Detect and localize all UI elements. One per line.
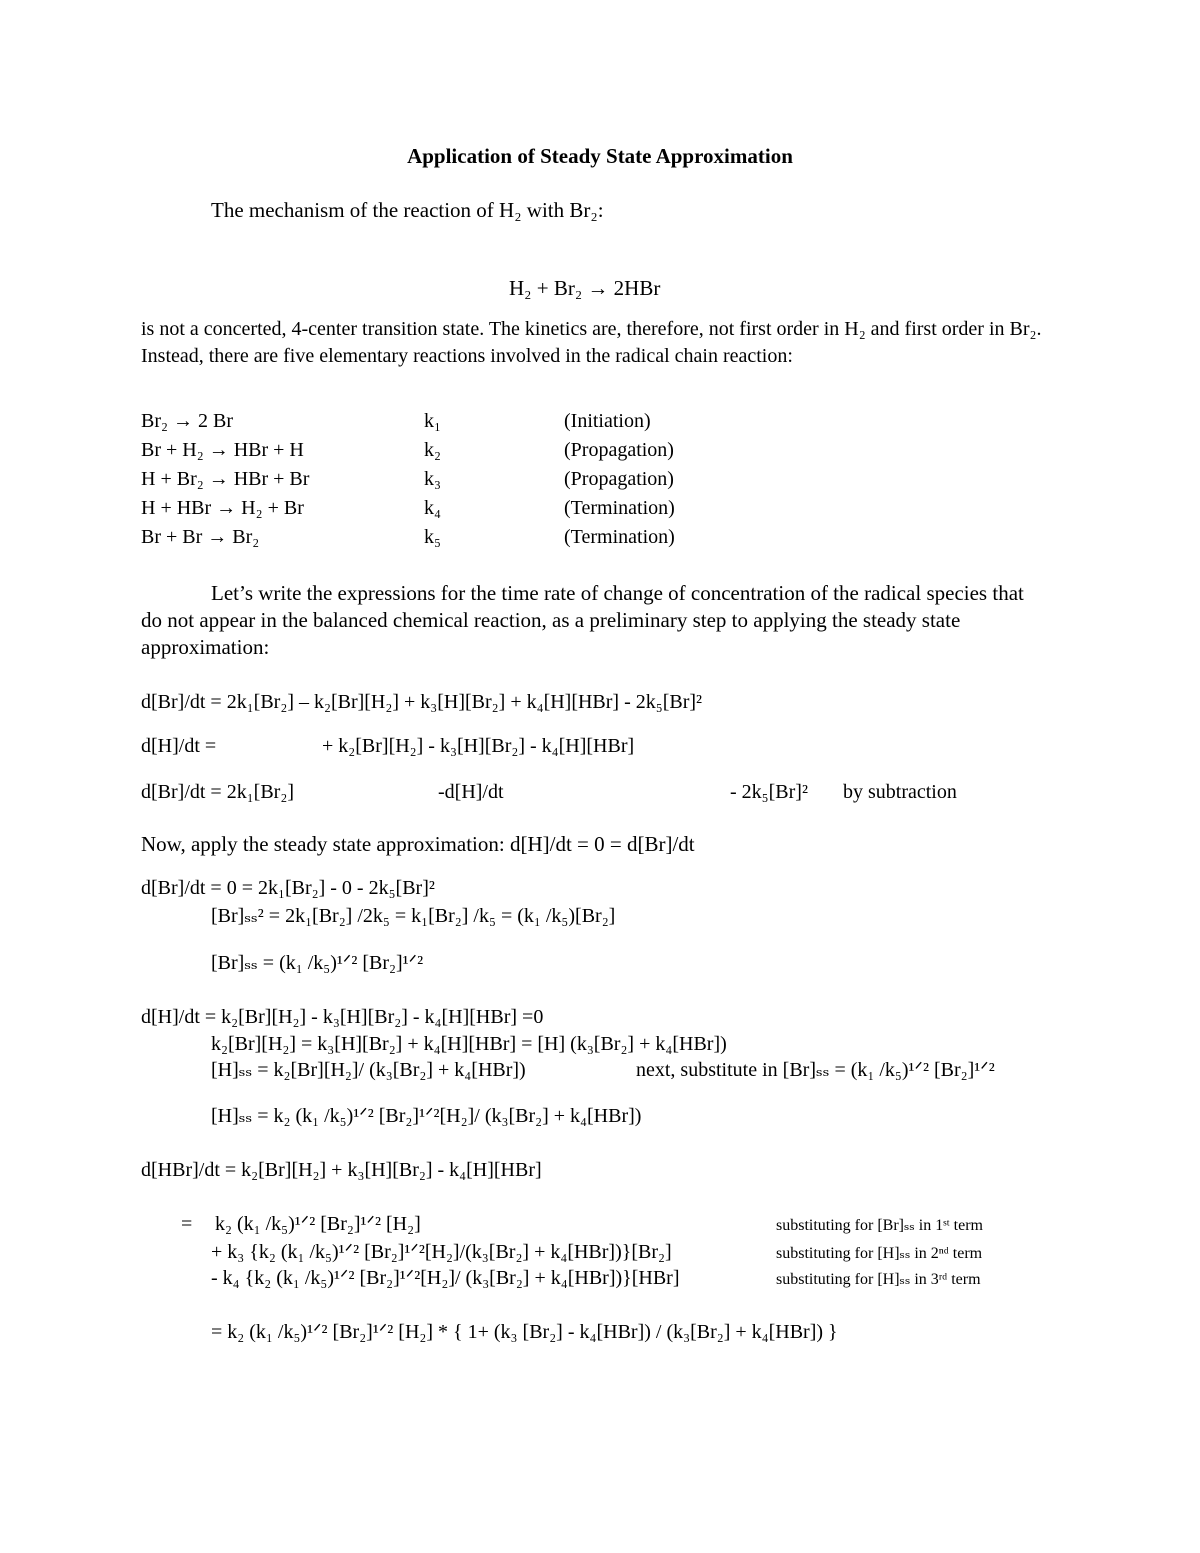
- h-ss-line1: d[H]/dt = k₂[Br][H₂] - k₃[H][Br₂] - k₄[H][HBr] =0: [141, 1006, 544, 1028]
- ssa-statement: Now, apply the steady state approximation: d[H]/dt = 0 = d[Br]/dt: [141, 832, 695, 856]
- mechanism-paragraph: is not a concerted, 4-center transition state. The kinetics are, therefore, not first order in H₂ and first order in Br₂. Instead, there are five elementary reactions involved in the radical chain reaction:: [141, 318, 1042, 367]
- rate-constant: k₄: [424, 497, 441, 519]
- br-ss-line1: d[Br]/dt = 0 = 2k₁[Br₂] - 0 - 2k₅[Br]²: [141, 877, 435, 899]
- rate-constant: k₅: [424, 526, 441, 548]
- overall-reaction: H₂ + Br₂ → 2HBr: [509, 276, 661, 300]
- rate-constant: k₃: [424, 468, 441, 490]
- subtraction-mid: -d[H]/dt: [438, 781, 504, 803]
- rate-expression-paragraph: Let’s write the expressions for the time rate of change of concentration of the radical species that do not appear in the balanced chemical reaction, as a preliminary step to applying the steady state approximation:: [141, 581, 1024, 659]
- reaction-type: (Termination): [564, 497, 675, 519]
- reaction-type: (Initiation): [564, 410, 651, 432]
- subtraction-note: by subtraction: [843, 781, 957, 803]
- br-rate-equation: d[Br]/dt = 2k₁[Br₂] – k₂[Br][H₂] + k₃[H][Br₂] + k₄[H][HBr] - 2k₅[Br]²: [141, 691, 703, 713]
- h-ss-line2: k₂[Br][H₂] = k₃[H][Br₂] + k₄[H][HBr] = [H] (k₃[Br₂] + k₄[HBr]): [211, 1033, 727, 1055]
- subtraction-lhs: d[Br]/dt = 2k₁[Br₂]: [141, 781, 294, 803]
- rate-constant: k₁: [424, 410, 441, 432]
- equals-sign: =: [181, 1213, 193, 1235]
- br-ss-line3: [Br]ₛₛ = (k₁ /k₅)¹ᐟ² [Br₂]¹ᐟ²: [211, 952, 424, 974]
- reaction-type: (Propagation): [564, 439, 674, 461]
- reaction-equation: Br + H₂ → HBr + H: [141, 439, 304, 461]
- reaction-type: (Propagation): [564, 468, 674, 490]
- reaction-type: (Termination): [564, 526, 675, 548]
- reaction-equation: Br + Br → Br₂: [141, 526, 260, 548]
- reaction-equation: H + Br₂ → HBr + Br: [141, 468, 310, 490]
- reaction-row: [141, 523, 675, 552]
- substitution-note3: substituting for [H]ₛₛ in 3ʳᵈ term: [776, 1271, 981, 1288]
- substitution-term2: + k₃ {k₂ (k₁ /k₅)¹ᐟ² [Br₂]¹ᐟ²[H₂]/(k₃[Br₂] + k₄[HBr])}[Br₂]: [211, 1241, 672, 1263]
- page-title: Application of Steady State Approximation: [407, 144, 793, 168]
- substitution-term3: - k₄ {k₂ (k₁ /k₅)¹ᐟ² [Br₂]¹ᐟ²[H₂]/ (k₃[Br₂] + k₄[HBr])}[HBr]: [211, 1267, 680, 1289]
- elementary-reactions-table: [141, 407, 675, 552]
- reaction-equation: H + HBr → H₂ + Br: [141, 497, 304, 519]
- h-ss-note: next, substitute in [Br]ₛₛ = (k₁ /k₅)¹ᐟ² [Br₂]¹ᐟ²: [636, 1059, 995, 1081]
- subtraction-rhs: - 2k₅[Br]²: [730, 781, 808, 803]
- reaction-row: [141, 465, 675, 494]
- substitution-note1: substituting for [Br]ₛₛ in 1ˢᵗ term: [776, 1217, 983, 1234]
- substitution-note2: substituting for [H]ₛₛ in 2ⁿᵈ term: [776, 1245, 983, 1262]
- intro-text: The mechanism of the reaction of H₂ with Br₂:: [211, 198, 604, 222]
- final-rate-law: = k₂ (k₁ /k₅)¹ᐟ² [Br₂]¹ᐟ² [H₂] * { 1+ (k₃ [Br₂] - k₄[HBr]) / (k₃[Br₂] + k₄[HBr]) }: [211, 1321, 838, 1343]
- reaction-row: [141, 436, 675, 465]
- h-ss-line3: [H]ₛₛ = k₂[Br][H₂]/ (k₃[Br₂] + k₄[HBr]): [211, 1059, 526, 1081]
- h-rate-rhs: + k₂[Br][H₂] - k₃[H][Br₂] - k₄[H][HBr]: [322, 735, 635, 757]
- hbr-rate-equation: d[HBr]/dt = k₂[Br][H₂] + k₃[H][Br₂] - k₄[H][HBr]: [141, 1159, 542, 1181]
- rate-constant: k₂: [424, 439, 441, 461]
- reaction-equation: Br₂ → 2 Br: [141, 410, 233, 432]
- reaction-row: [141, 407, 675, 436]
- substitution-term1: k₂ (k₁ /k₅)¹ᐟ² [Br₂]¹ᐟ² [H₂]: [215, 1213, 421, 1235]
- br-ss-line2: [Br]ₛₛ² = 2k₁[Br₂] /2k₅ = k₁[Br₂] /k₅ = (k₁ /k₅)[Br₂]: [211, 905, 616, 927]
- h-rate-lhs: d[H]/dt =: [141, 735, 217, 757]
- h-ss-line4: [H]ₛₛ = k₂ (k₁ /k₅)¹ᐟ² [Br₂]¹ᐟ²[H₂]/ (k₃[Br₂] + k₄[HBr]): [211, 1105, 642, 1127]
- reaction-row: [141, 494, 675, 523]
